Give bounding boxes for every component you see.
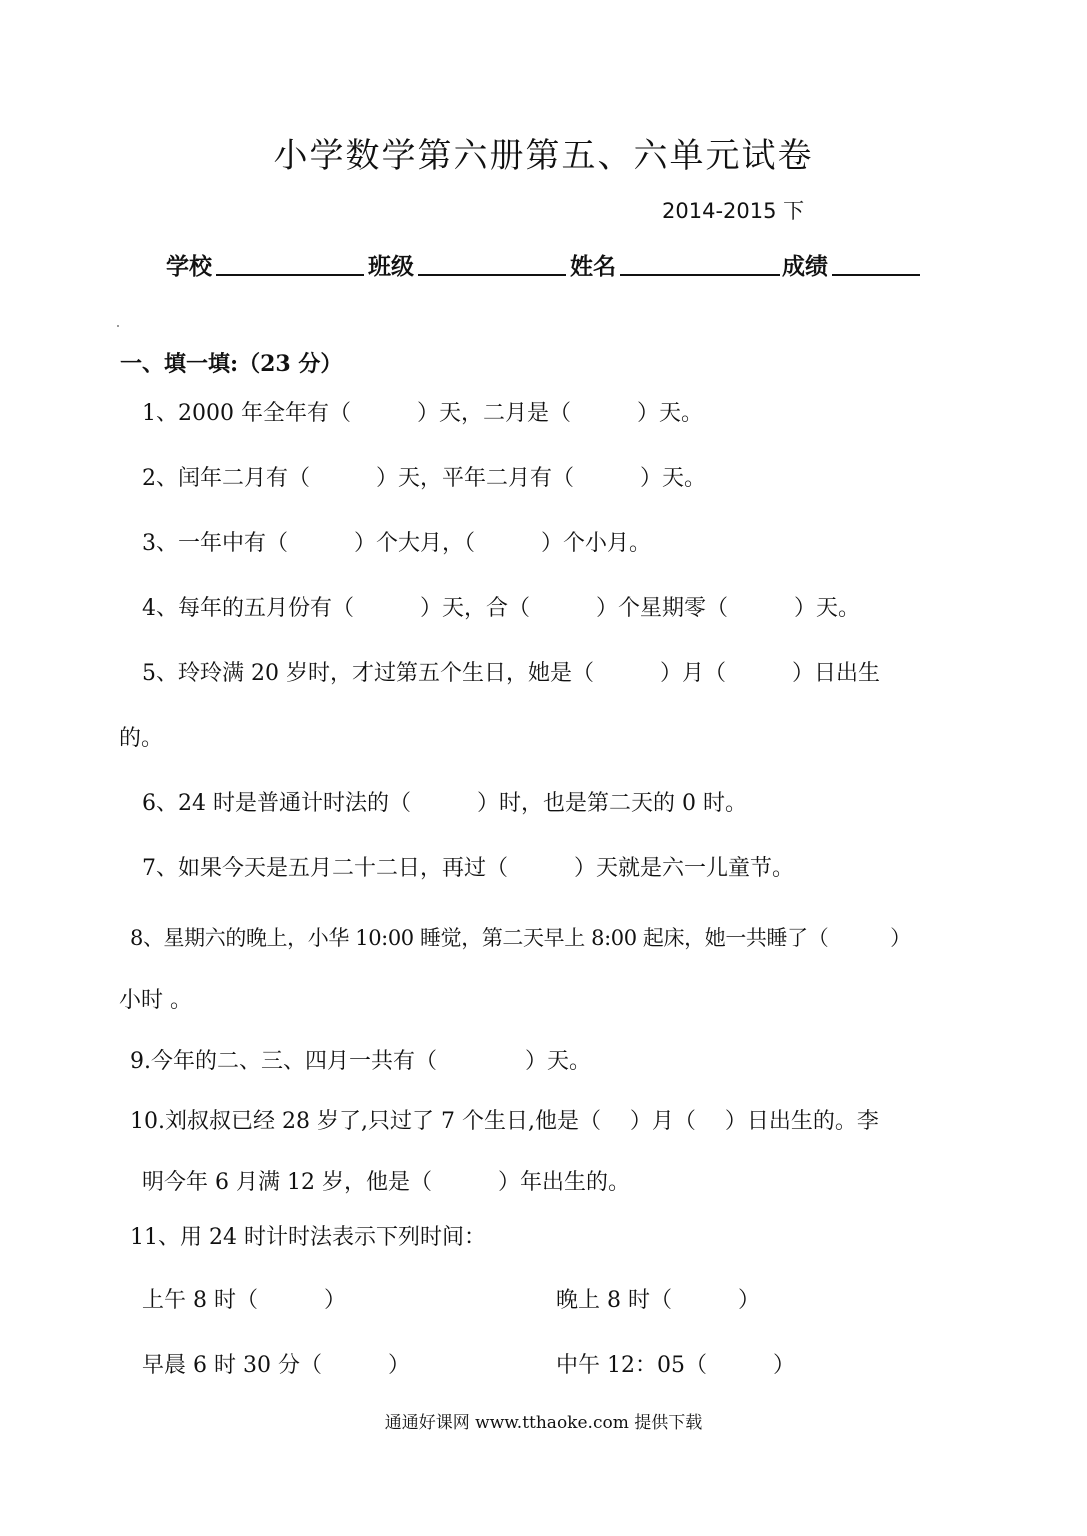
page-title: 小学数学第六册第五、六单元试卷 [273,136,814,176]
question-8-cont: 小时 。 [119,988,192,1013]
score-blank [832,250,920,276]
school-label: 学校 [166,253,212,280]
question-1: 1、2000 年全年有（ ）天，二月是（ ）天。 [142,401,703,426]
time-item-noon-1205: 中午 12：05（ ） [556,1353,795,1378]
name-blank [620,250,780,276]
time-item-morning-8: 上午 8 时（ ） [142,1288,346,1313]
question-5: 5、玲玲满 20 岁时，才过第五个生日，她是（ ）月（ ）日出生 [142,661,880,686]
question-11: 11、用 24 时计时法表示下列时间： [130,1225,486,1250]
name-label: 姓名 [570,253,616,280]
question-4: 4、每年的五月份有（ ）天，合（ ）个星期零（ ）天。 [142,596,860,621]
question-2: 2、闰年二月有（ ）天，平年二月有（ ）天。 [142,466,706,491]
scan-dot [117,325,119,327]
question-5-cont: 的。 [119,726,164,751]
footer-text: 通通好课网 www.tthaoke.com 提供下载 [384,1413,703,1433]
school-blank [216,250,364,276]
time-item-dawn-630: 早晨 6 时 30 分（ ） [142,1353,410,1378]
score-label: 成绩 [782,253,828,280]
time-item-evening-8: 晚上 8 时（ ） [556,1288,760,1313]
question-10-cont: 明今年 6 月满 12 岁，他是（ ）年出生的。 [142,1170,630,1195]
question-7: 7、如果今天是五月二十二日，再过（ ）天就是六一儿童节。 [142,856,794,881]
term-label: 2014-2015 下 [662,199,805,223]
question-10: 10.刘叔叔已经 28 岁了,只过了 7 个生日,他是（ ）月（ ）日出生的。李 [130,1109,879,1134]
question-3: 3、一年中有（ ）个大月，（ ）个小月。 [142,531,651,556]
section-heading: 一、填一填:（23 分） [120,351,343,377]
class-blank [418,250,566,276]
question-8: 8、星期六的晚上，小华 10:00 睡觉，第二天早上 8:00 起床，她一共睡了（ ） [130,926,911,950]
question-9: 9.今年的二、三、四月一共有（ ）天。 [130,1049,591,1074]
question-6: 6、24 时是普通计时法的（ ）时，也是第二天的 0 时。 [142,791,747,816]
class-label: 班级 [368,253,414,280]
